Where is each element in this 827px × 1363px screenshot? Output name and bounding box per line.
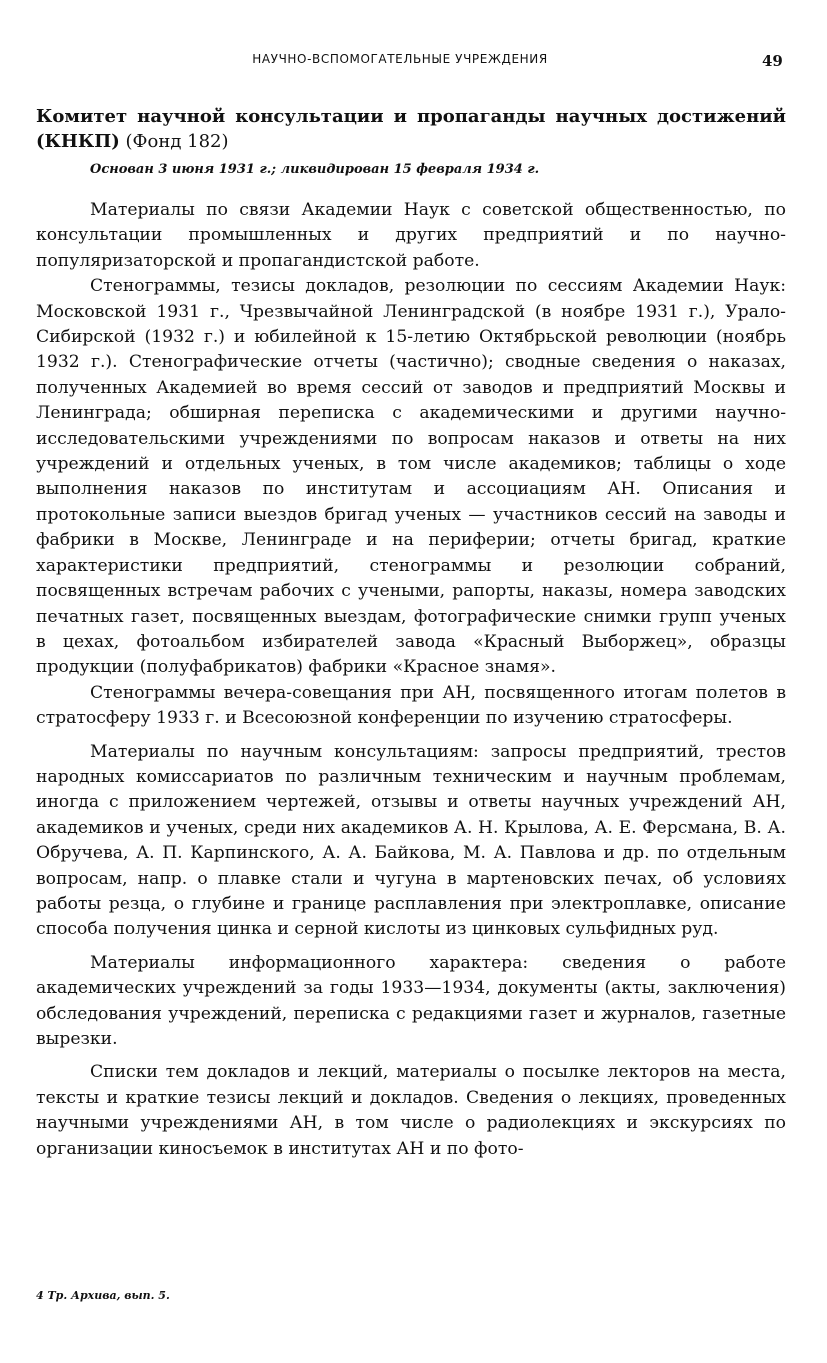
paragraph-consultations: Материалы по научным консультациям: запросы предприятий, трестов народных комиссариатов по различным техническим и научным проблемам, иногда с приложением чертежей, отзывы и ответы научных учреждений АН, академиков и ученых, среди них академиков А. Н. Крылова, А. Е. Ферсмана, В. А. Обручева, А. П. Карпинского, А. А. Байкова, М. А. Павлова и др. по отдельным вопросам, напр. о плавке стали и чугуна в мартеновских печах, об условиях работы резца, о глубине и границе расплавления при электроплавке, описание способа получения цинка и серной кислоты из цинковых сульфидных руд. (36, 741, 786, 940)
paragraph-information: Материалы информационного характера: сведения о работе академических учреждений за годы 1933—1934, документы (акты, заключения) обследования учреждений, переписка с редакциями газет и журналов, газетные вырезки. (36, 952, 786, 1049)
paragraph-lectures: Списки тем докладов и лекций, материалы о посылке лекторов на места, тексты и краткие тезисы лекций и докладов. Сведения о лекциях, проведенных научными учреждениями АН, в том числе о радиолекциях и экскурсиях по организации киносъемок в институтах АН и по фото- (36, 1062, 786, 1159)
page-number: 49 (762, 52, 783, 70)
paragraph-overview: Материалы по связи Академии Наук с советской общественностью, по консультации промышленных и других предприятий и по научно-популяризаторской и пропагандистской работе. (36, 200, 786, 271)
fund-title (36, 104, 786, 154)
fund-dates: Основан 3 июня 1931 г.; ликвидирован 15 февраля 1934 г. (90, 162, 540, 177)
paragraph-stratosphere: Стенограммы вечера-совещания при АН, посвященного итогам полетов в стратосферу 1933 г. и Всесоюзной конференции по изучению стратосферы. (36, 682, 786, 729)
body-text (36, 198, 786, 1162)
fund-reference: (Фонд 182) (125, 131, 229, 152)
fund-abbreviation: (КНКП) (36, 131, 120, 152)
footnote-signature: 4 Тр. Архива, вып. 5. (36, 1289, 170, 1302)
running-head: НАУЧНО-ВСПОМОГАТЕЛЬНЫЕ УЧРЕЖДЕНИЯ (252, 52, 548, 66)
paragraph-sessions: Стенограммы, тезисы докладов, резолюции по сессиям Академии Наук: Московской 1931 г., Чрезвычайной Ленинградской (в ноябре 1931 г.), Урало-Сибирской (1932 г.) и юбилейной к 15-летию Октябрьской революции (ноябрь 1932 г.). Стенографические отчеты (частично); сводные сведения о наказах, полученных Академией во время сессий от заводов и предприятий Москвы и Ленинграда; обширная переписка с академическими и другими научно-исследовательскими учреждениями по вопросам наказов и ответы на них учреждений и отдельных ученых, в том числе академиков; таблицы о ходе выполнения наказов по институтам и ассоциациям АН. Описания и протокольные записи выездов бригад ученых — участников сессий на заводы и фабрики в Москве, Ленинграде и на периферии; отчеты бригад, краткие характеристики предприятий, стенограммы и резолюции собраний, посвященных встречам рабочих с учеными, рапорты, наказы, номера заводских печатных газет, посвященных выездам, фотографические снимки групп ученых в цехах, фотоальбом избирателей завода «Красный Выборжец», образцы продукции (полуфабрикатов) фабрики «Красное знамя». (36, 276, 786, 678)
fund-name: Комитет научной консультации и пропаганды научных достижений (36, 106, 786, 127)
